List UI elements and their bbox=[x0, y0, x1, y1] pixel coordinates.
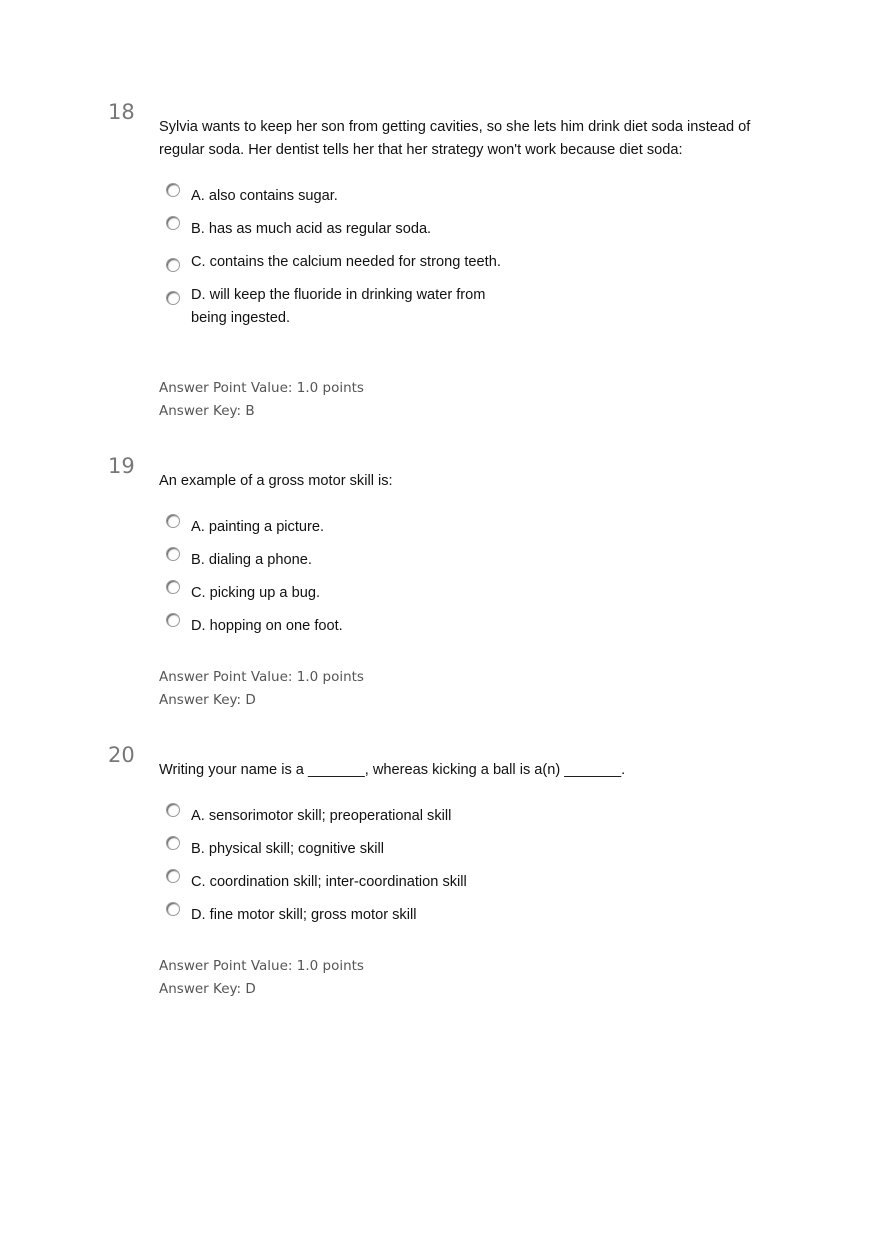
radio-button-icon[interactable] bbox=[166, 613, 180, 627]
option-label: A. sensorimotor skill; preoperational skill bbox=[191, 808, 452, 824]
radio-button-icon[interactable] bbox=[166, 836, 180, 850]
radio-button-icon[interactable] bbox=[166, 258, 180, 272]
answer-point-value: Answer Point Value: 1.0 points bbox=[159, 380, 364, 396]
radio-button-icon[interactable] bbox=[166, 216, 180, 230]
option-b[interactable] bbox=[166, 838, 591, 861]
options-list bbox=[166, 185, 511, 340]
radio-button-icon[interactable] bbox=[166, 291, 180, 305]
radio-button-icon[interactable] bbox=[166, 902, 180, 916]
answer-point-value: Answer Point Value: 1.0 points bbox=[159, 958, 364, 974]
radio-button-icon[interactable] bbox=[166, 514, 180, 528]
question-text: An example of a gross motor skill is: bbox=[159, 473, 393, 489]
option-label: D. will keep the fluoride in drinking water from being ingested. bbox=[191, 287, 486, 326]
option-label: C. picking up a bug. bbox=[191, 585, 320, 601]
option-label: A. also contains sugar. bbox=[191, 188, 338, 204]
answer-key: Answer Key: D bbox=[159, 981, 256, 997]
question-text: Sylvia wants to keep her son from getting cavities, so she lets him drink diet soda instead of regular soda. Her dentist tells her that her strategy won't work because diet soda: bbox=[159, 119, 751, 158]
option-d[interactable] bbox=[166, 615, 511, 638]
option-label: C. contains the calcium needed for strong teeth. bbox=[191, 254, 501, 270]
options-list bbox=[166, 516, 511, 648]
option-d[interactable] bbox=[166, 284, 511, 330]
option-c[interactable] bbox=[166, 251, 511, 274]
option-label: C. coordination skill; inter-coordination skill bbox=[191, 874, 467, 890]
question-text: Writing your name is a _______, whereas kicking a ball is a(n) _______. bbox=[159, 762, 626, 778]
question-number: 20 bbox=[108, 743, 135, 767]
question-number: 18 bbox=[108, 100, 135, 124]
radio-button-icon[interactable] bbox=[166, 869, 180, 883]
option-label: A. painting a picture. bbox=[191, 519, 325, 535]
option-label: B. dialing a phone. bbox=[191, 552, 312, 568]
answer-key: Answer Key: D bbox=[159, 692, 256, 708]
option-c[interactable] bbox=[166, 871, 591, 894]
radio-button-icon[interactable] bbox=[166, 803, 180, 817]
option-a[interactable] bbox=[166, 805, 591, 828]
radio-button-icon[interactable] bbox=[166, 580, 180, 594]
option-b[interactable] bbox=[166, 218, 511, 241]
options-list bbox=[166, 805, 591, 937]
option-label: B. physical skill; cognitive skill bbox=[191, 841, 385, 857]
option-c[interactable] bbox=[166, 582, 511, 605]
option-a[interactable] bbox=[166, 185, 511, 208]
option-label: D. hopping on one foot. bbox=[191, 618, 343, 634]
radio-button-icon[interactable] bbox=[166, 547, 180, 561]
option-label: B. has as much acid as regular soda. bbox=[191, 221, 432, 237]
option-b[interactable] bbox=[166, 549, 511, 572]
question-number: 19 bbox=[108, 454, 135, 478]
option-d[interactable] bbox=[166, 904, 591, 927]
radio-button-icon[interactable] bbox=[166, 183, 180, 197]
option-a[interactable] bbox=[166, 516, 511, 539]
option-label: D. fine motor skill; gross motor skill bbox=[191, 907, 417, 923]
answer-point-value: Answer Point Value: 1.0 points bbox=[159, 669, 364, 685]
answer-key: Answer Key: B bbox=[159, 403, 255, 419]
